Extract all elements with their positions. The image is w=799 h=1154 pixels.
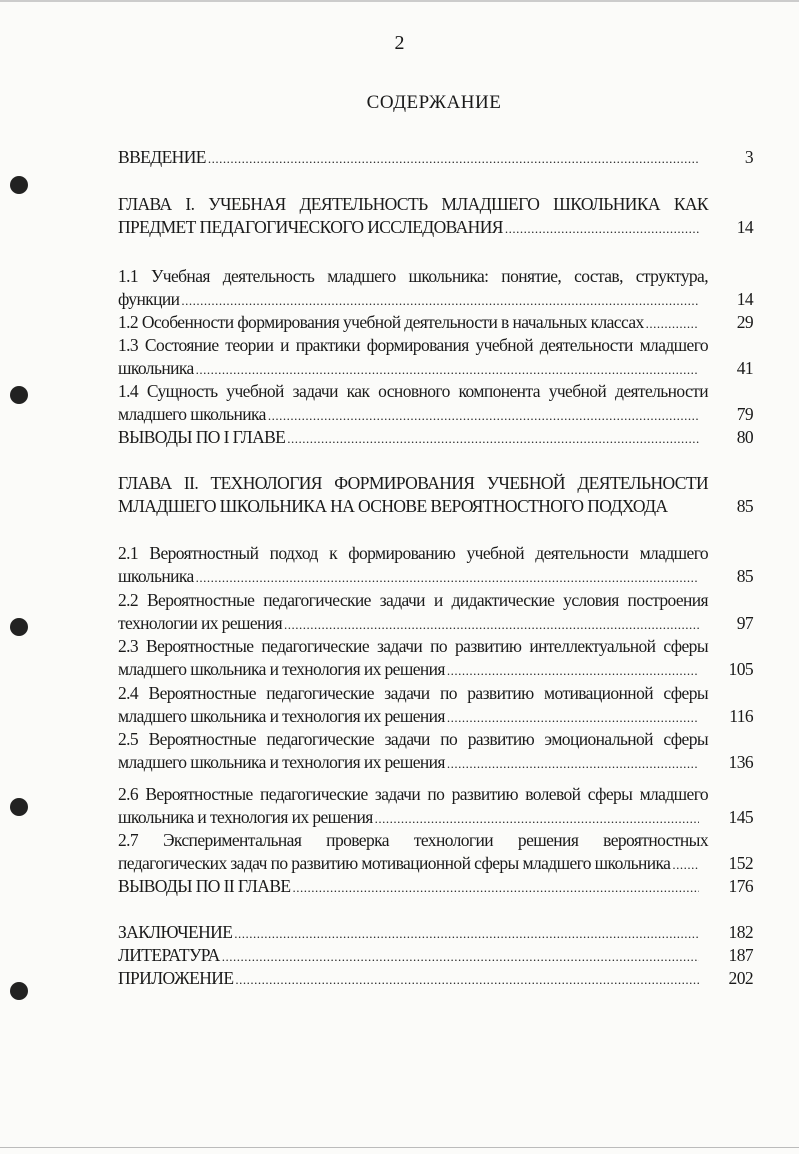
toc-entry-label: ЛИТЕРАТУРА [118, 945, 220, 965]
toc-page-number: 136 [728, 752, 753, 772]
dot-leader [196, 565, 699, 589]
dot-leader [208, 146, 699, 170]
toc-entry-label: 2.3 Вероятностные педагогические задачи по развитию интеллектуальной сферы [118, 636, 708, 656]
toc-entry-chapter-2[interactable] [118, 472, 753, 519]
toc-page-number: 145 [728, 807, 753, 827]
binding-hole-mark [10, 618, 28, 636]
toc-entry-label: педагогических задач по развитию мотивационной сферы младшего школьника [118, 853, 671, 873]
page-number: 2 [394, 32, 405, 54]
binding-hole-mark [10, 386, 28, 404]
toc-page-number: 14 [736, 217, 753, 237]
toc-page-number: 105 [728, 659, 753, 679]
toc-entry-label: ГЛАВА II. ТЕХНОЛОГИЯ ФОРМИРОВАНИЯ УЧЕБНОЙ ДЕЯТЕЛЬНОСТИ [118, 473, 708, 493]
toc-entry-label: 2.2 Вероятностные педагогические задачи и дидактические условия построения [118, 590, 708, 610]
toc-entry-label: ЗАКЛЮЧЕНИЕ [118, 922, 233, 942]
toc-entry-section-1-4[interactable] [118, 380, 753, 427]
toc-entry-label: МЛАДШЕГО ШКОЛЬНИКА НА ОСНОВЕ ВЕРОЯТНОСТНОГО ПОДХОДА [118, 496, 668, 516]
toc-entry-label: ПРИЛОЖЕНИЕ [118, 968, 234, 988]
dot-leader [196, 357, 699, 381]
toc-page-number: 29 [736, 312, 753, 332]
dot-leader [447, 658, 699, 682]
toc-entry-label: 1.4 Сущность учебной задачи как основного компонента учебной деятельности [118, 381, 708, 401]
dot-leader [287, 426, 699, 450]
toc-entry-section-2-6[interactable] [118, 783, 753, 830]
dot-leader [268, 403, 699, 427]
toc-page-number: 182 [728, 922, 753, 942]
toc-title: СОДЕРЖАНИЕ [366, 92, 502, 113]
binding-hole-mark [10, 176, 28, 194]
toc-page-number: 187 [728, 945, 753, 965]
toc-entry-chapter-1[interactable] [118, 193, 753, 240]
toc-page-number: 79 [736, 404, 753, 424]
dot-leader [293, 875, 700, 899]
dot-leader [447, 705, 699, 729]
toc-entry-conclusions-2[interactable] [118, 875, 753, 899]
toc-page-number: 41 [736, 358, 753, 378]
toc-entry-label: 2.5 Вероятностные педагогические задачи по развитию эмоциональной сферы [118, 729, 708, 749]
dot-leader [646, 311, 699, 335]
toc-entry-section-2-1[interactable] [118, 542, 753, 589]
toc-entry-section-2-2[interactable] [118, 589, 753, 636]
toc-entry-label: ГЛАВА I. УЧЕБНАЯ ДЕЯТЕЛЬНОСТЬ МЛАДШЕГО ШКОЛЬНИКА КАК [118, 194, 708, 214]
toc-page-number: 152 [728, 853, 753, 873]
toc-entry-section-2-7[interactable] [118, 829, 753, 876]
toc-entry-appendix[interactable] [118, 967, 753, 991]
toc-entry-label: 1.1 Учебная деятельность младшего школьника: понятие, состав, структура, [118, 266, 708, 286]
toc-entry-label: младшего школьника и технология их решения [118, 706, 445, 726]
toc-entry-section-2-5[interactable] [118, 728, 753, 775]
dot-leader [672, 852, 699, 876]
toc-page-number: 14 [736, 289, 753, 309]
dot-leader [284, 612, 699, 636]
toc-entry-label: младшего школьника [118, 404, 266, 424]
toc-entry-section-1-1[interactable] [118, 265, 753, 312]
toc-entry-label: 2.4 Вероятностные педагогические задачи по развитию мотивационной сферы [118, 683, 708, 703]
scan-bottom-edge [0, 1147, 799, 1148]
toc-entry-conclusion[interactable] [118, 921, 753, 945]
scan-top-edge [0, 0, 799, 2]
toc-entry-label: ВВЕДЕНИЕ [118, 147, 206, 167]
toc-page-number: 3 [744, 147, 753, 167]
dot-leader [235, 967, 699, 991]
toc-entry-label: ВЫВОДЫ ПО II ГЛАВЕ [118, 876, 291, 896]
toc-entry-section-2-4[interactable] [118, 682, 753, 729]
toc-entry-label: 2.6 Вероятностные педагогические задачи по развитию волевой сферы младшего [118, 784, 708, 804]
toc-entry-intro[interactable] [118, 146, 753, 170]
toc-page-number: 85 [736, 496, 753, 516]
toc-entry-label: ВЫВОДЫ ПО I ГЛАВЕ [118, 427, 286, 447]
toc-page-number: 176 [728, 876, 753, 896]
toc-entry-label: 2.7 Экспериментальная проверка технологии решения вероятностных [118, 830, 708, 850]
binding-hole-mark [10, 798, 28, 816]
toc-entry-label: младшего школьника и технология их решения [118, 659, 445, 679]
toc-entry-label: 1.2 Особенности формирования учебной деятельности в начальных классах [118, 312, 644, 332]
toc-entry-literature[interactable] [118, 944, 753, 968]
toc-page-number: 97 [736, 613, 753, 633]
toc-entry-section-2-3[interactable] [118, 635, 753, 682]
binding-hole-mark [10, 982, 28, 1000]
toc-entry-label: младшего школьника и технология их решения [118, 752, 445, 772]
toc-entry-label: ПРЕДМЕТ ПЕДАГОГИЧЕСКОГО ИССЛЕДОВАНИЯ [118, 217, 503, 237]
toc-entry-label: школьника [118, 566, 194, 586]
toc-page-number: 80 [736, 427, 753, 447]
toc-page-number: 85 [736, 566, 753, 586]
toc-entry-label: функции [118, 289, 180, 309]
dot-leader [181, 288, 699, 312]
toc-page-number: 202 [728, 968, 753, 988]
dot-leader [234, 921, 699, 945]
toc-entry-conclusions-1[interactable] [118, 426, 753, 450]
dot-leader [375, 806, 699, 830]
dot-leader [505, 216, 699, 240]
dot-leader [222, 944, 699, 968]
dot-leader [447, 751, 699, 775]
toc-entry-section-1-3[interactable] [118, 334, 753, 381]
toc-page-number: 116 [729, 706, 753, 726]
toc-entry-label: 2.1 Вероятностный подход к формированию учебной деятельности младшего [118, 543, 708, 563]
toc-entry-section-1-2[interactable] [118, 311, 753, 335]
toc-entry-label: школьника [118, 358, 194, 378]
toc-entry-label: 1.3 Состояние теории и практики формирования учебной деятельности младшего [118, 335, 708, 355]
toc-entry-label: школьника и технология их решения [118, 807, 373, 827]
toc-entry-label: технологии их решения [118, 613, 283, 633]
